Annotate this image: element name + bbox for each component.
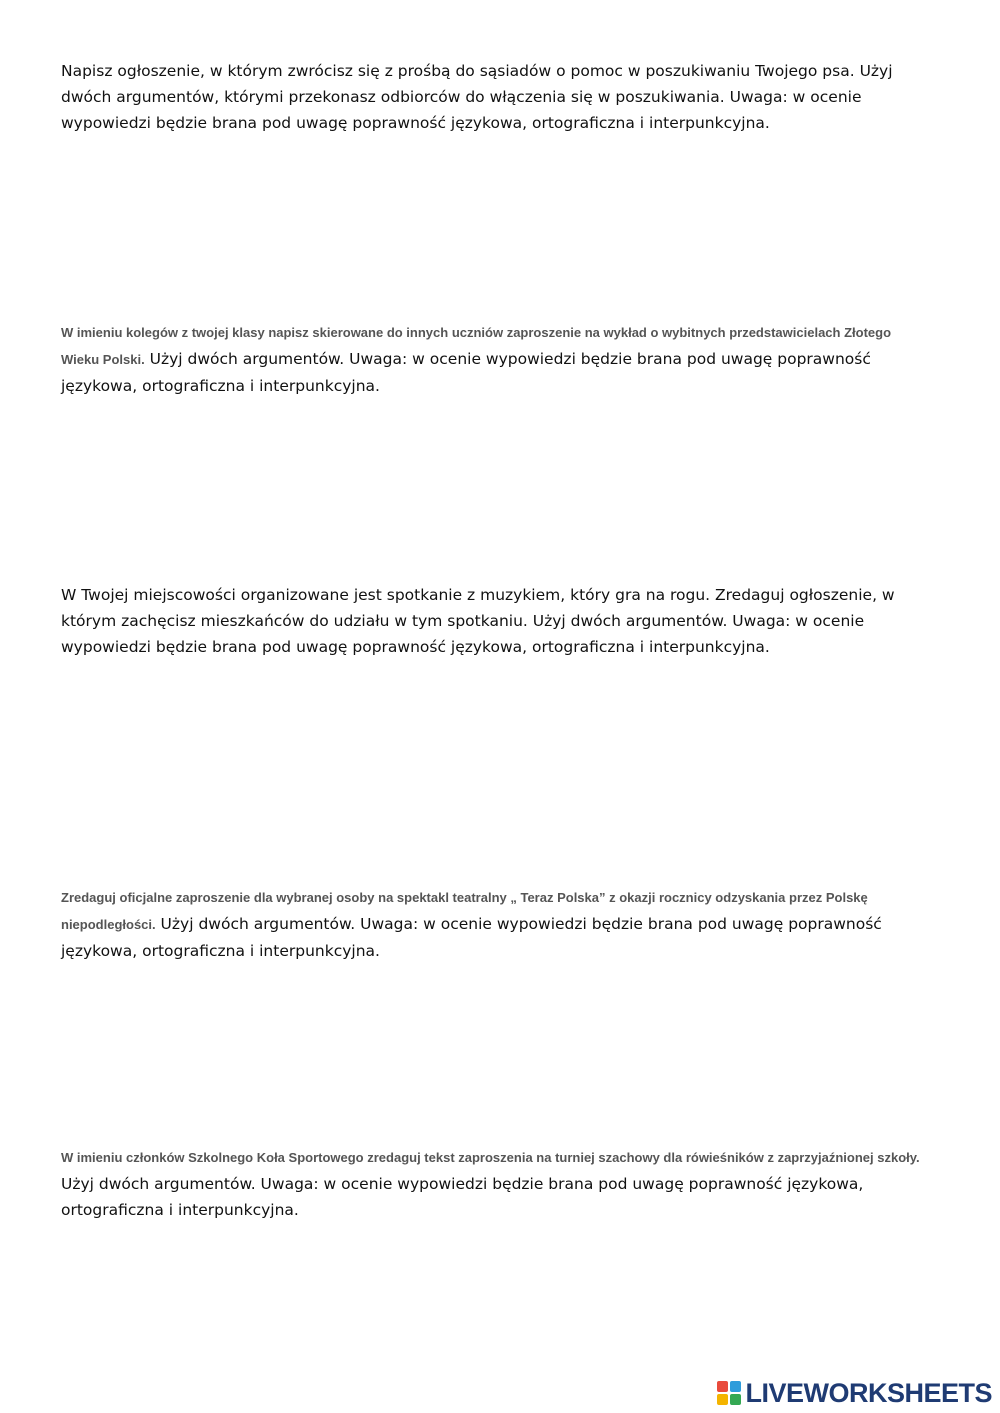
task-3-prompt (61, 582, 931, 660)
liveworksheets-logo-text: LIVEWORKSHEETS (745, 1377, 992, 1408)
logo-square-blue (730, 1381, 741, 1392)
logo-square-red (717, 1381, 728, 1392)
logo-square-yellow (717, 1394, 728, 1405)
task-4-instructions: Użyj dwóch argumentów. Uwaga: w ocenie wypowiedzi będzie brana pod uwagę poprawność językowa, ortograficzna i interpunkcyjna. (61, 915, 882, 960)
task-4-prompt (61, 885, 931, 964)
task-2-intro: W imieniu kolegów z twojej klasy napisz skierowane do innych uczniów zaproszenie na wykład o wybitnych przedstawicielach Złotego Wieku Polski. (61, 325, 892, 367)
liveworksheets-logo (717, 1377, 992, 1409)
task-3-text: W Twojej miejscowości organizowane jest spotkanie z muzykiem, który gra na rogu. Zredaguj ogłoszenie, w którym zachęcisz mieszkańców do udziału w tym spotkaniu. Użyj dwóch argumentów. Uwaga: w ocenie wypowiedzi będzie brana pod uwagę poprawność językowa, ortograficzna i interpunkcyjna. (61, 586, 895, 656)
task-5-intro: W imieniu członków Szkolnego Koła Sportowego zredaguj tekst zaproszenia na turniej szachowy dla rówieśników z zaprzyjaźnionej szkoły. (61, 1150, 920, 1165)
task-1-text: Napisz ogłoszenie, w którym zwrócisz się z prośbą do sąsiadów o pomoc w poszukiwaniu Twojego psa. Użyj dwóch argumentów, którymi przekonasz odbiorców do włączenia się w poszukiwania. Uwaga: w ocenie wypowiedzi będzie brana pod uwagę poprawność językowa, ortograficzna i interpunkcyjna. (61, 62, 893, 132)
task-1-prompt (61, 58, 931, 136)
task-2-prompt (61, 320, 931, 399)
task-5-prompt (61, 1144, 931, 1223)
task-5-instructions: Użyj dwóch argumentów. Uwaga: w ocenie wypowiedzi będzie brana pod uwagę poprawność językowa, ortograficzna i interpunkcyjna. (61, 1175, 864, 1219)
task-2-instructions: Użyj dwóch argumentów. Uwaga: w ocenie wypowiedzi będzie brana pod uwagę poprawność językowa, ortograficzna i interpunkcyjna. (61, 350, 871, 395)
task-4-intro: Zredaguj oficjalne zaproszenie dla wybranej osoby na spektakl teatralny „ Teraz Polska” z okazji rocznicy odzyskania przez Polskę niepodległości. (61, 890, 868, 932)
liveworksheets-logo-icon (717, 1381, 741, 1405)
logo-square-green (730, 1394, 741, 1405)
